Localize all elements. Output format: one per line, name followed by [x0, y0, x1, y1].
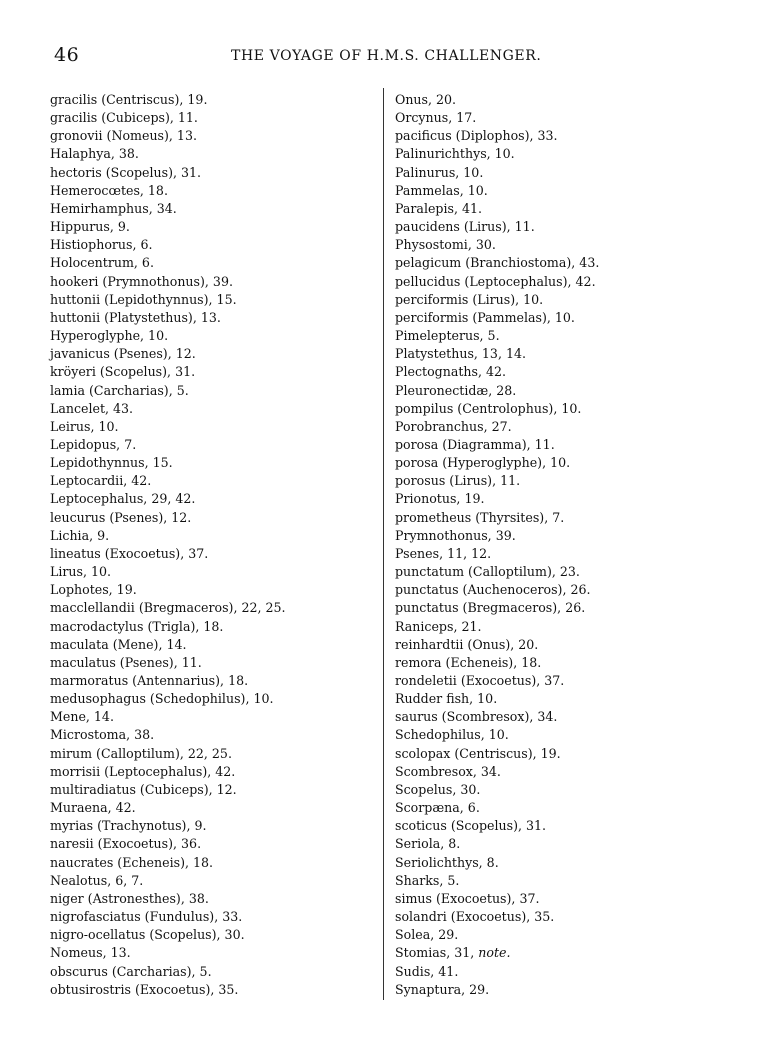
index-entry: Seriolichthys, 8.	[395, 854, 499, 870]
index-entry: mirum (Calloptilum), 22, 25.	[50, 745, 232, 761]
index-entry: porosus (Lirus), 11.	[395, 473, 521, 489]
running-head: THE VOYAGE OF H.M.S. CHALLENGER.	[231, 48, 542, 64]
index-entry: Solea, 29.	[395, 927, 459, 943]
index-entry: obscurus (Carcharias), 5.	[50, 963, 212, 979]
index-entry: Hemirhamphus, 34.	[50, 200, 177, 216]
index-entry: Plectognaths, 42.	[395, 364, 507, 380]
index-entry: Synaptura, 29.	[395, 981, 490, 997]
index-entry: Palinurus, 10.	[395, 164, 484, 180]
index-entry: Scopelus, 30.	[395, 781, 481, 797]
index-entry: gronovii (Nomeus), 13.	[50, 128, 197, 144]
index-entry: Lirus, 10.	[50, 564, 112, 580]
index-entry: Holocentrum, 6.	[50, 255, 154, 271]
index-entry: obtusirostris (Exocoetus), 35.	[50, 981, 239, 997]
index-entry: Lichia, 9.	[50, 527, 110, 543]
index-entry: Microstoma, 38.	[50, 727, 155, 743]
index-entry: prometheus (Thyrsites), 7.	[395, 509, 565, 525]
index-entry: saurus (Scombresox), 34.	[395, 709, 558, 725]
index-entry: Platystethus, 13, 14.	[395, 346, 526, 362]
index-entry: Nealotus, 6, 7.	[50, 872, 144, 888]
index-entry: Hippurus, 9.	[50, 219, 130, 235]
index-entry: multiradiatus (Cubiceps), 12.	[50, 781, 237, 797]
index-entry: hectoris (Scopelus), 31.	[50, 164, 202, 180]
index-entry: punctatus (Auchenoceros), 26.	[395, 582, 591, 598]
index-entry: macrodactylus (Trigla), 18.	[50, 618, 224, 634]
index-column-left	[50, 91, 370, 999]
index-entry: Seriola, 8.	[395, 836, 461, 852]
index-entry: pelagicum (Branchiostoma), 43.	[395, 255, 600, 271]
index-entry: scoticus (Scopelus), 31.	[395, 818, 547, 834]
index-entry: Lepidothynnus, 15.	[50, 455, 173, 471]
index-entry: scolopax (Centriscus), 19.	[395, 745, 561, 761]
index-entry: pompilus (Centrolophus), 10.	[395, 400, 582, 416]
index-entry: Psenes, 11, 12.	[395, 545, 492, 561]
index-entry: niger (Astronesthes), 38.	[50, 890, 209, 906]
index-entry: medusophagus (Schedophilus), 10.	[50, 691, 274, 707]
index-entry: reinhardtii (Onus), 20.	[395, 636, 539, 652]
index-entry: lineatus (Exocoetus), 37.	[50, 545, 209, 561]
index-entry: Porobranchus, 27.	[395, 418, 512, 434]
index-entry: Pleuronectidæ, 28.	[395, 382, 517, 398]
index-entry: punctatum (Calloptilum), 23.	[395, 564, 580, 580]
index-entry: Sudis, 41.	[395, 963, 459, 979]
index-entry: huttonii (Lepidothynnus), 15.	[50, 291, 237, 307]
index-entry: kröyeri (Scopelus), 31.	[50, 364, 196, 380]
index-entry: myrias (Trachynotus), 9.	[50, 818, 207, 834]
index-entry: naresii (Exocoetus), 36.	[50, 836, 202, 852]
page-number: 46	[54, 44, 80, 66]
note-reference: note.	[478, 945, 511, 961]
index-entry: gracilis (Cubiceps), 11.	[50, 110, 198, 126]
index-entry: remora (Echeneis), 18.	[395, 654, 542, 670]
index-entry: Scombresox, 34.	[395, 763, 501, 779]
index-entry: marmoratus (Antennarius), 18.	[50, 673, 249, 688]
index-entry: Lepidopus, 7.	[50, 436, 137, 452]
index-entry: Nomeus, 13.	[50, 945, 131, 961]
index-entry: Physostomi, 30.	[395, 237, 496, 253]
index-entry: Paralepis, 41.	[395, 200, 483, 216]
index-entry: morrisii (Leptocephalus), 42.	[50, 763, 236, 779]
index-entry: Onus, 20.	[395, 92, 457, 107]
index-entry	[395, 944, 735, 962]
index-entry: Leirus, 10.	[50, 418, 119, 434]
index-entry: Hemerocœtes, 18.	[50, 182, 168, 198]
index-entry: macclellandii (Bregmaceros), 22, 25.	[50, 600, 286, 616]
index-entry: hookeri (Prymnothonus), 39.	[50, 273, 233, 289]
index-entry: paucidens (Lirus), 11.	[395, 219, 535, 235]
index-entry: Leptocardii, 42.	[50, 473, 152, 489]
index-entry: Leptocephalus, 29, 42.	[50, 491, 196, 507]
index-entry: simus (Exocoetus), 37.	[395, 890, 540, 906]
index-entry: Scorpæna, 6.	[395, 800, 480, 816]
index-entry: perciformis (Pammelas), 10.	[395, 309, 575, 325]
index-entry: maculatus (Psenes), 11.	[50, 654, 202, 670]
index-entry: pacificus (Diplophos), 33.	[395, 128, 558, 144]
index-entry: Histiophorus, 6.	[50, 237, 153, 253]
index-entry: porosa (Hyperoglyphe), 10.	[395, 455, 571, 471]
index-entry: Mene, 14.	[50, 709, 114, 725]
index-entry: solandri (Exocoetus), 35.	[395, 909, 555, 925]
column-divider	[383, 88, 384, 1000]
index-entry: perciformis (Lirus), 10.	[395, 291, 544, 307]
index-entry: pellucidus (Leptocephalus), 42.	[395, 273, 596, 289]
index-entry: Orcynus, 17.	[395, 110, 477, 126]
index-entry: Pammelas, 10.	[395, 182, 488, 198]
index-entry: Sharks, 5.	[395, 872, 460, 888]
index-entry: javanicus (Psenes), 12.	[50, 346, 196, 362]
index-entry: porosa (Diagramma), 11.	[395, 436, 555, 452]
index-entry: huttonii (Platystethus), 13.	[50, 309, 221, 325]
index-entry: leucurus (Psenes), 12.	[50, 509, 192, 525]
index-entry: lamia (Carcharias), 5.	[50, 382, 189, 398]
index-entry: punctatus (Bregmaceros), 26.	[395, 600, 586, 616]
index-entry: Raniceps, 21.	[395, 618, 482, 634]
index-entry: nigro-ocellatus (Scopelus), 30.	[50, 927, 245, 943]
index-entry: Hyperoglyphe, 10.	[50, 328, 169, 344]
index-entry: Schedophilus, 10.	[395, 727, 509, 743]
index-entry: Prymnothonus, 39.	[395, 527, 516, 543]
index-entry: Palinurichthys, 10.	[395, 146, 515, 162]
index-entry: Prionotus, 19.	[395, 491, 485, 507]
index-entry: naucrates (Echeneis), 18.	[50, 854, 214, 870]
index-entry: Halaphya, 38.	[50, 146, 139, 162]
index-entry: Pimelepterus, 5.	[395, 328, 500, 344]
index-column-right	[395, 91, 735, 999]
index-entry: Rudder fish, 10.	[395, 691, 498, 707]
index-entry: Lophotes, 19.	[50, 582, 137, 598]
index-entry: Muraena, 42.	[50, 800, 136, 816]
index-entry: gracilis (Centriscus), 19.	[50, 92, 208, 107]
index-entry: maculata (Mene), 14.	[50, 636, 187, 652]
index-entry: nigrofasciatus (Fundulus), 33.	[50, 909, 243, 925]
index-entry-text: Stomias, 31,	[395, 945, 479, 961]
index-entry: Lancelet, 43.	[50, 400, 134, 416]
index-entry: rondeletii (Exocoetus), 37.	[395, 673, 565, 688]
